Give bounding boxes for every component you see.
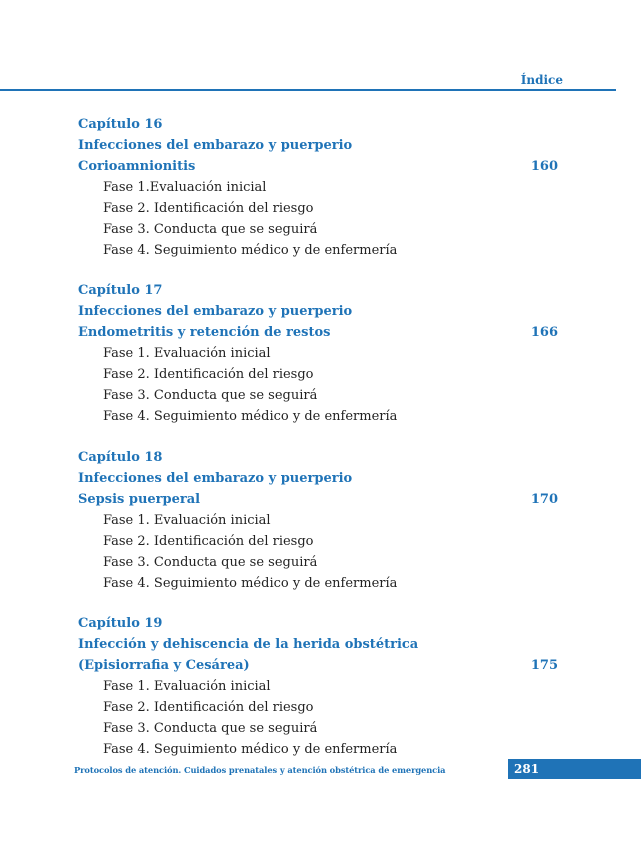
phase-item: Fase 1. Evaluación inicial [103,679,271,694]
chapter-page-number[interactable]: 170 [530,492,558,507]
chapter-title-row[interactable] [78,156,558,177]
phase-item: Fase 4. Seguimiento médico y de enfermería [103,576,398,591]
chapter-page-number[interactable]: 160 [530,159,558,174]
chapter-page-number[interactable]: 166 [530,325,558,340]
footer-title: Protocolos de atención. Cuidados prenatales y atención obstétrica de emergencia [74,765,446,775]
chapter-title[interactable]: Corioamnionitis [78,159,196,174]
phase-item: Fase 1. Evaluación inicial [103,346,271,361]
chapter-label: Capítulo 16 [78,117,163,132]
section-header-indice: Índice [520,73,563,87]
chapter-subject: Infecciones del embarazo y puerperio [78,471,353,486]
phase-item: Fase 3. Conducta que se seguirá [103,555,318,570]
phase-item: Fase 3. Conducta que se seguirá [103,222,318,237]
phase-item: Fase 4. Seguimiento médico y de enfermería [103,742,398,757]
chapter-entry [78,613,558,760]
footer-page-number: 281 [514,762,540,776]
phase-item: Fase 2. Identificación del riesgo [103,367,314,382]
chapter-label: Capítulo 17 [78,283,163,298]
phase-item: Fase 1.Evaluación inicial [103,180,267,195]
chapter-title[interactable]: (Episiorrafia y Cesárea) [78,658,250,673]
chapter-title-row[interactable] [78,489,558,510]
phase-item: Fase 4. Seguimiento médico y de enfermería [103,243,398,258]
phase-item: Fase 4. Seguimiento médico y de enfermería [103,409,398,424]
chapter-label: Capítulo 18 [78,450,163,465]
chapter-title-row[interactable] [78,322,558,343]
chapter-entry [78,114,558,261]
chapter-label: Capítulo 19 [78,616,163,631]
phase-item: Fase 3. Conducta que se seguirá [103,388,318,403]
footer-page-bar [508,759,641,779]
chapter-title[interactable]: Sepsis puerperal [78,492,201,507]
chapter-subject: Infecciones del embarazo y puerperio [78,138,353,153]
chapter-entry [78,447,558,594]
chapter-subject: Infección y dehiscencia de la herida obstétrica [78,637,419,652]
phase-item: Fase 2. Identificación del riesgo [103,700,314,715]
chapter-subject: Infecciones del embarazo y puerperio [78,304,353,319]
chapter-page-number[interactable]: 175 [530,658,558,673]
header-rule [0,89,616,91]
phase-item: Fase 3. Conducta que se seguirá [103,721,318,736]
chapter-entry [78,280,558,427]
chapter-title-row[interactable] [78,655,558,676]
phase-item: Fase 2. Identificación del riesgo [103,201,314,216]
chapter-title[interactable]: Endometritis y retención de restos [78,325,331,340]
phase-item: Fase 2. Identificación del riesgo [103,534,314,549]
phase-item: Fase 1. Evaluación inicial [103,513,271,528]
